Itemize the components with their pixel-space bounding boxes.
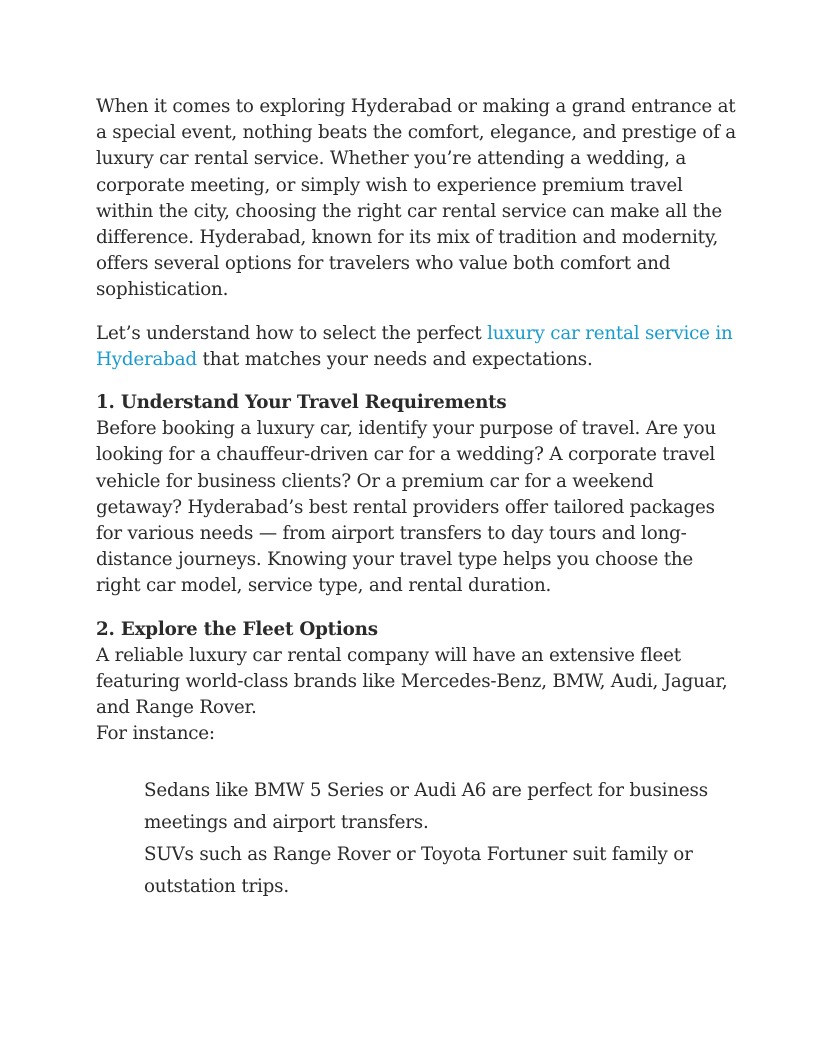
section-body-instance: For instance:	[96, 723, 215, 745]
lead-paragraph	[96, 321, 736, 373]
document-page	[96, 94, 736, 920]
list-item: SUVs such as Range Rover or Toyota Fortuner suit family or outstation trips.	[144, 843, 693, 897]
fleet-list	[96, 775, 736, 903]
list-item: Sedans like BMW 5 Series or Audi A6 are perfect for business meetings and airport transfers.	[144, 779, 708, 833]
section-body: Before booking a luxury car, identify your purpose of travel. Are you looking for a chauffeur-driven car for a wedding? A corporate travel vehicle for business clients? Or a premium car for a weekend getaway? Hyderabad’s best rental providers offer tailored packages for various needs — from airport transfers to day tours and long-distance journeys. Knowing your travel type helps you choose the right car model, service type, and rental duration.	[96, 418, 716, 597]
section-heading: 1. Understand Your Travel Requirements	[96, 392, 507, 414]
luxury-car-rental-link[interactable]: luxury car rental service in Hyderabad	[96, 322, 733, 370]
section-fleet-options	[96, 617, 736, 903]
section-body: A reliable luxury car rental company will have an extensive fleet featuring world-class brands like Mercedes-Benz, BMW, Audi, Jaguar, and Range Rover.	[96, 644, 728, 719]
section-travel-requirements	[96, 390, 736, 600]
section-heading: 2. Explore the Fleet Options	[96, 618, 378, 640]
intro-paragraph: When it comes to exploring Hyderabad or making a grand entrance at a special event, nothing beats the comfort, elegance, and prestige of a luxury car rental service. Whether you’re attending a wedding, a corporate meeting, or simply wish to experience premium travel within the city, choosing the right car rental service can make all the difference. Hyderabad, known for its mix of tradition and modernity, offers several options for travelers who value both comfort and sophistication.	[96, 96, 736, 301]
lead-text-after: that matches your needs and expectations.	[196, 348, 593, 370]
lead-text-before: Let’s understand how to select the perfect	[96, 322, 488, 344]
